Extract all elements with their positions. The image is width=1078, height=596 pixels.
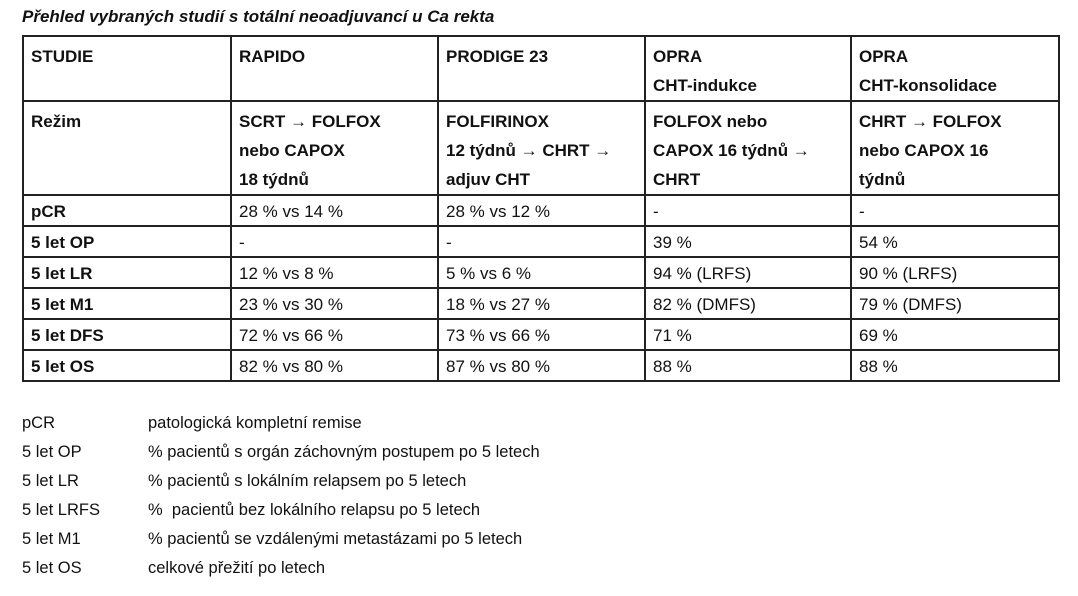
legend-definition: % pacientů s orgán záchovným postupem po 5 letech [148,443,540,461]
studies-table [22,35,1060,382]
legend-definition: % pacientů s lokálním relapsem po 5 letech [148,472,467,490]
legend-definition: % pacientů bez lokálního relapsu po 5 letech [148,501,481,519]
table-header-row [23,36,1059,101]
row-label: 5 let LR [23,257,231,288]
table-cell: 90 % (LRFS) [851,257,1059,288]
regimen-cell: FOLFOX nebo CAPOX 16 týdnů → CHRT [645,101,851,195]
table-cell: 82 % vs 80 % [231,350,438,381]
legend-item [22,472,540,501]
table-row [23,288,1059,319]
table-cell: 72 % vs 66 % [231,319,438,350]
table-cell: 87 % vs 80 % [438,350,645,381]
legend-term: pCR [22,414,56,432]
table-title: Přehled vybraných studií s totální neoadjuvancí u Ca rekta [22,7,495,26]
table-row [23,226,1059,257]
table-cell: 39 % [645,226,851,257]
table-cell: 88 % [645,350,851,381]
regimen-row [23,101,1059,195]
legend-term: 5 let LR [22,472,79,490]
regimen-cell: FOLFIRINOX 12 týdnů → CHRT → adjuv CHT [438,101,645,195]
table-row [23,350,1059,381]
legend-item [22,559,540,588]
table-cell: 88 % [851,350,1059,381]
table-cell: 18 % vs 27 % [438,288,645,319]
row-label: Režim [23,101,231,195]
table-cell: 79 % (DMFS) [851,288,1059,319]
table-cell: - [438,226,645,257]
legend-definition: celkové přežití po letech [148,559,326,577]
table-cell: 69 % [851,319,1059,350]
table-row [23,319,1059,350]
legend-item [22,530,540,559]
legend-term: 5 let LRFS [22,501,100,519]
table-row [23,195,1059,226]
legend-term: 5 let OS [22,559,82,577]
header-cell: OPRA CHT-indukce [645,36,851,101]
row-label: 5 let OP [23,226,231,257]
legend-item [22,443,540,472]
table-cell: 12 % vs 8 % [231,257,438,288]
legend-definition: patologická kompletní remise [148,414,362,432]
abbreviation-legend [22,414,540,588]
table-cell: 54 % [851,226,1059,257]
table-cell: - [851,195,1059,226]
table-cell: 71 % [645,319,851,350]
table-cell: 28 % vs 14 % [231,195,438,226]
legend-definition: % pacientů se vzdálenými metastázami po 5 letech [148,530,523,548]
header-cell: PRODIGE 23 [438,36,645,101]
legend-term: 5 let OP [22,443,82,461]
row-label: 5 let DFS [23,319,231,350]
row-label: 5 let OS [23,350,231,381]
header-cell: STUDIE [23,36,231,101]
legend-item [22,501,540,530]
table-cell: 28 % vs 12 % [438,195,645,226]
legend-term: 5 let M1 [22,530,81,548]
table-cell: 82 % (DMFS) [645,288,851,319]
table-cell: - [231,226,438,257]
table-cell: 73 % vs 66 % [438,319,645,350]
row-label: 5 let M1 [23,288,231,319]
table-row [23,257,1059,288]
table-cell: 5 % vs 6 % [438,257,645,288]
table-cell: 94 % (LRFS) [645,257,851,288]
header-cell: OPRA CHT-konsolidace [851,36,1059,101]
row-label: pCR [23,195,231,226]
regimen-cell: CHRT → FOLFOX nebo CAPOX 16 týdnů [851,101,1059,195]
table-cell: 23 % vs 30 % [231,288,438,319]
legend-item [22,414,540,443]
table-cell: - [645,195,851,226]
header-cell: RAPIDO [231,36,438,101]
regimen-cell: SCRT → FOLFOX nebo CAPOX 18 týdnů [231,101,438,195]
